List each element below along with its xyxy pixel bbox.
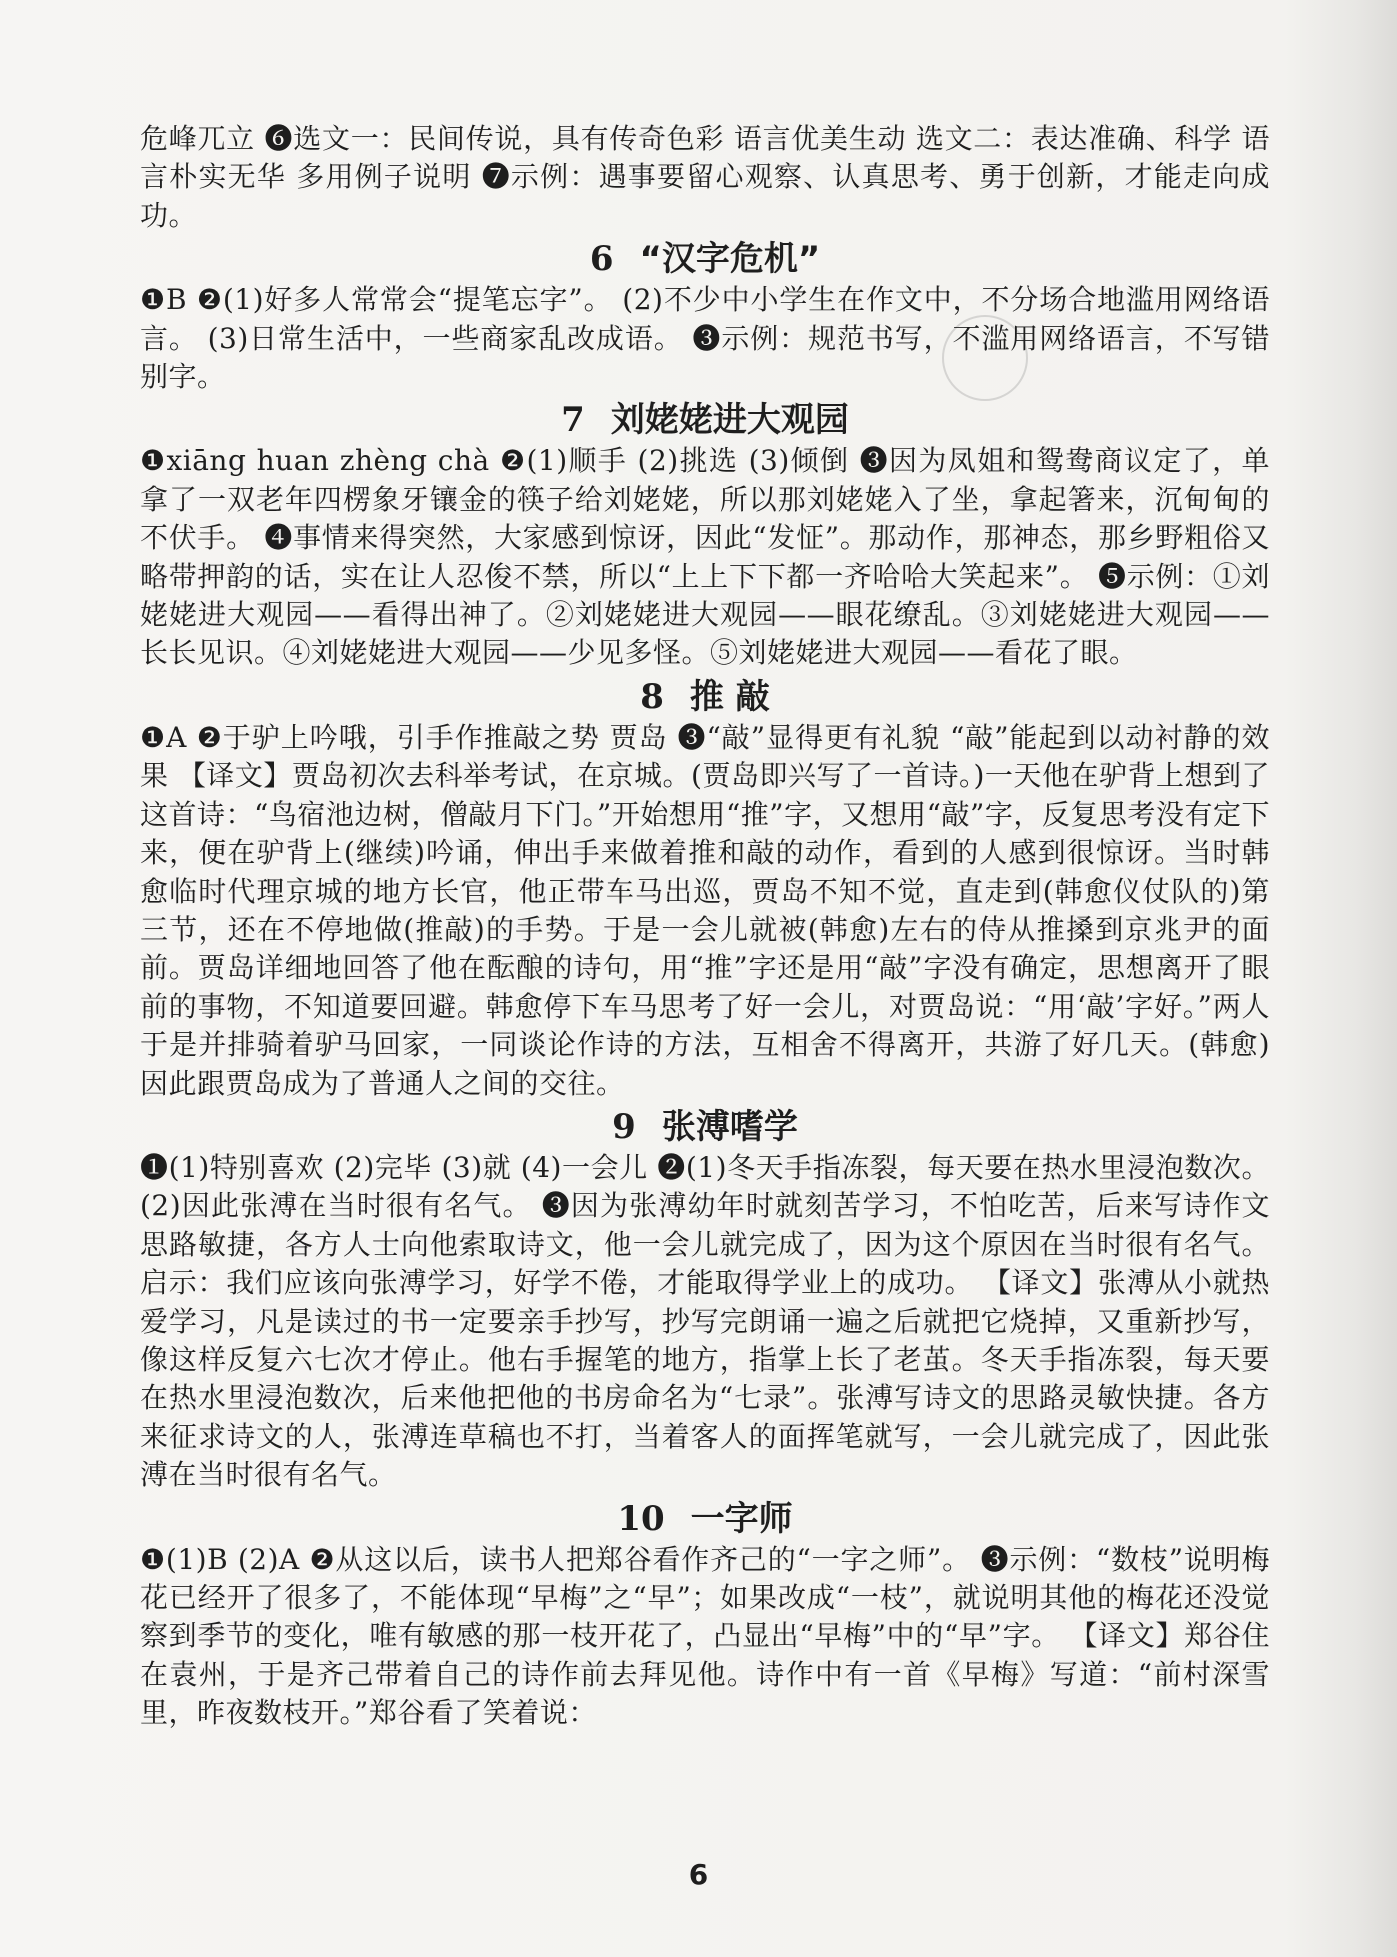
section-6 [140,237,1270,396]
section-answer-text: ❶(1)B (2)A ❷从这以后，读书人把郑谷看作齐己的“一字之师”。 ❸示例：“数枝”说明梅花已经开了很多了，不能体现“早梅”之“早”；如果改成“一枝”，就说明其他的梅花还没觉察到季节的变化，唯有敏感的那一枝开花了，凸显出“早梅”中的“早”字。 【译文】郑谷住在袁州，于是齐己带着自己的诗作前去拜见他。诗作中有一首《早梅》写道：“前村深雪里，昨夜数枝开。”郑谷看了笑着说： [140,1542,1270,1730]
page-number: 6 [688,1858,709,1891]
section-title [140,1497,1270,1541]
answer-content [140,120,1270,1733]
section-answer-text: ❶A ❷于驴上吟哦，引手作推敲之势 贾岛 ❸“敲”显得更有礼貌 “敲”能起到以动衬静的效果 【译文】贾岛初次去科举考试，在京城。(贾岛即兴写了一首诗。)一天他在驴背上想到了这首诗：“鸟宿池边树，僧敲月下门。”开始想用“推”字，又想用“敲”字，反复思考没有定下来，便在驴背上(继续)吟诵，伸出手来做着推和敲的动作，看到的人感到很惊讶。当时韩愈临时代理京城的地方长官，他正带车马出巡，贾岛不知不觉，直走到(韩愈仪仗队的)第三节，还在不停地做(推敲)的手势。于是一会儿就被(韩愈)左右的侍从推搡到京兆尹的面前。贾岛详细地回答了他在酝酿的诗句，用“推”字还是用“敲”字没有确定，思想离开了眼前的事物，不知道要回避。韩愈停下车马思考了好一会儿，对贾岛说：“用‘敲’字好。”两人于是并排骑着驴马回家，一同谈论作诗的方法，互相舍不得离开，共游了好几天。(韩愈)因此跟贾岛成为了普通人之间的交往。 [140,720,1270,1100]
section-8 [140,675,1270,1103]
section-number: 10 [617,1498,665,1539]
section-7 [140,398,1270,672]
section-title [140,237,1270,281]
section-title [140,398,1270,442]
section-answer-text: ❶B ❷(1)好多人常常会“提笔忘字”。 (2)不少中小学生在作文中，不分场合地滥用网络语言。 (3)日常生活中，一些商家乱改成语。 ❸示例：规范书写，不滥用网络语言，不写错别字。 [140,283,1270,394]
section-title-text: “汉字危机” [639,239,821,280]
section-title-text: 推 敲 [689,676,770,717]
section-title-text: 刘姥姥进大观园 [610,400,849,441]
section-title [140,1105,1270,1149]
section-number: 6 [589,239,614,280]
intro-paragraph: 危峰兀立 ❻选文一：民间传说，具有传奇色彩 语言优美生动 选文二：表达准确、科学 语言朴实无华 多用例子说明 ❼示例：遇事要留心观察、认真思考、勇于创新，才能走向成功。 [140,122,1270,232]
section-answer-text: ❶xiāng huan zhèng chà ❷(1)顺手 (2)挑选 (3)倾倒 ❸因为凤姐和鸳鸯商议定了，单拿了一双老年四楞象牙镶金的筷子给刘姥姥，所以那刘姥姥入了坐，拿起箸来，沉甸甸的不伏手。 ❹事情来得突然，大家感到惊讶，因此“发怔”。那动作，那神态，那乡野粗俗又略带押韵的话，实在让人忍俊不禁，所以“上上下下都一齐哈哈大笑起来”。 ❺示例：①刘姥姥进大观园——看得出神了。②刘姥姥进大观园——眼花缭乱。③刘姥姥进大观园——长长见识。④刘姥姥进大观园——少见多怪。⑤刘姥姥进大观园——看花了眼。 [140,444,1270,670]
section-number: 9 [612,1106,636,1147]
section-number: 7 [561,400,585,441]
section-10 [140,1497,1270,1733]
section-title-text: 张溥嗜学 [661,1106,798,1147]
section-9 [140,1105,1270,1495]
section-title [140,675,1270,719]
section-title-text: 一字师 [690,1498,793,1539]
section-number: 8 [640,676,664,717]
section-answer-text: ❶(1)特别喜欢 (2)完毕 (3)就 (4)一会儿 ❷(1)冬天手指冻裂，每天要在热水里浸泡数次。 (2)因此张溥在当时很有名气。 ❸因为张溥幼年时就刻苦学习，不怕吃苦，后来写诗作文思路敏捷，各方人士向他索取诗文，他一会儿就完成了，因为这个原因在当时很有名气。启示：我们应该向张溥学习，好学不倦，才能取得学业上的成功。 【译文】张溥从小就热爱学习，凡是读过的书一定要亲手抄写，抄写完朗诵一遍之后就把它烧掉，又重新抄写，像这样反复六七次才停止。他右手握笔的地方，指掌上长了老茧。冬天手指冻裂，每天要在热水里浸泡数次，后来他把他的书房命名为“七录”。张溥写诗文的思路灵敏快捷。各方来征求诗文的人，张溥连草稿也不打，当着客人的面挥笔就写，一会儿就完成了，因此张溥在当时很有名气。 [140,1150,1270,1492]
